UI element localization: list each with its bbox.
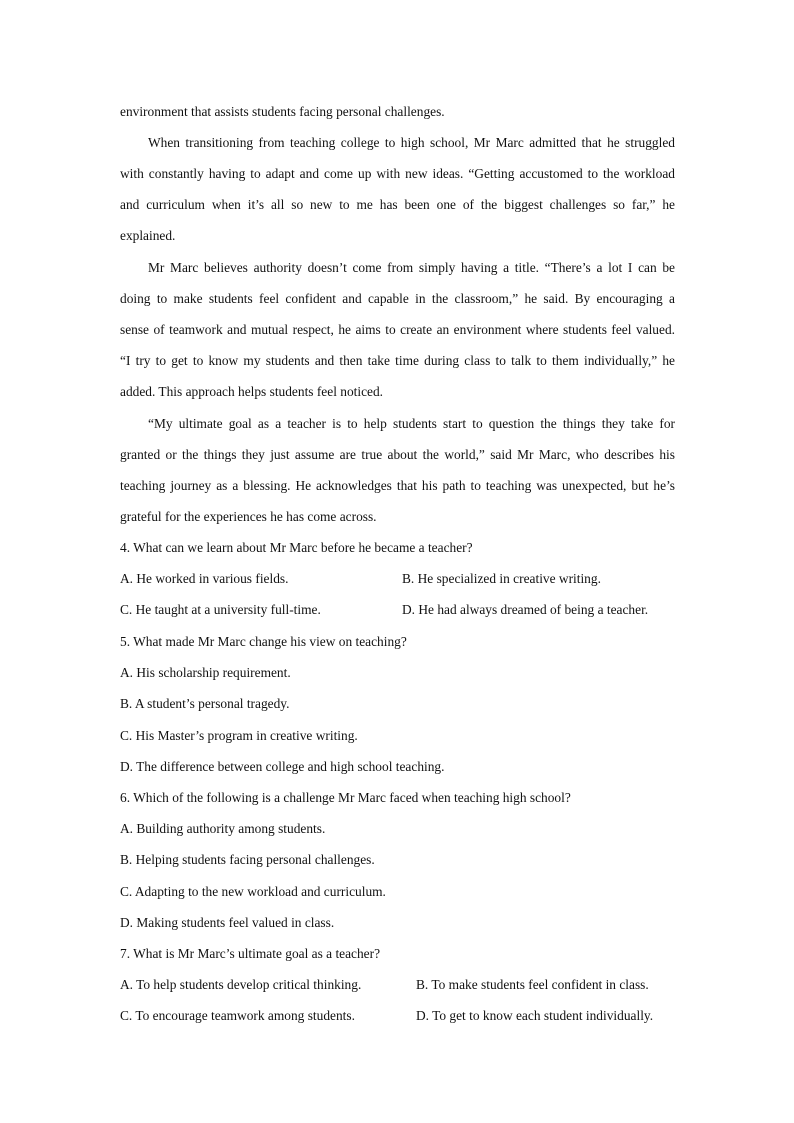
paragraph-line: doing to make students feel confident and capable in the classroom,” he said. By encouraging a bbox=[120, 291, 675, 306]
paragraph-line: Mr Marc believes authority doesn’t come from simply having a title. “There’s a lot I can be bbox=[148, 260, 675, 275]
paragraph-line: granted or the things they just assume are true about the world,” said Mr Marc, who describes his bbox=[120, 447, 675, 462]
paragraph-line: teaching journey as a blessing. He acknowledges that his path to teaching was unexpected, but he’s bbox=[120, 478, 675, 493]
answer-option: A. He worked in various fields. bbox=[120, 571, 289, 586]
answer-option: D. To get to know each student individually. bbox=[416, 1008, 654, 1023]
answer-option: C. Adapting to the new workload and curriculum. bbox=[120, 884, 386, 899]
paragraph-line: sense of teamwork and mutual respect, he aims to create an environment where students feel valued. bbox=[120, 322, 675, 337]
paragraph-line: “My ultimate goal as a teacher is to help students start to question the things they take for bbox=[148, 416, 675, 431]
paragraph-line: “I try to get to know my students and then take time during class to talk to them individually,” he bbox=[120, 353, 675, 368]
question-stem: 7. What is Mr Marc’s ultimate goal as a teacher? bbox=[120, 946, 381, 961]
question-stem: 4. What can we learn about Mr Marc before he became a teacher? bbox=[120, 540, 473, 555]
paragraph-line: explained. bbox=[120, 228, 176, 243]
answer-option: C. He taught at a university full-time. bbox=[120, 602, 321, 617]
answer-option: B. To make students feel confident in class. bbox=[416, 977, 649, 992]
question-stem: 5. What made Mr Marc change his view on teaching? bbox=[120, 634, 407, 649]
answer-option: D. Making students feel valued in class. bbox=[120, 915, 335, 930]
answer-option: B. He specialized in creative writing. bbox=[402, 571, 601, 586]
answer-option: A. His scholarship requirement. bbox=[120, 665, 291, 680]
paragraph-line: added. This approach helps students feel noticed. bbox=[120, 384, 384, 399]
answer-option: B. A student’s personal tragedy. bbox=[120, 696, 290, 711]
paragraph-line: grateful for the experiences he has come across. bbox=[120, 509, 377, 524]
paragraph-line: When transitioning from teaching college to high school, Mr Marc admitted that he struggled bbox=[148, 135, 675, 150]
paragraph-line: and curriculum when it’s all so new to me has been one of the biggest challenges so far,” he bbox=[120, 197, 675, 212]
answer-option: A. To help students develop critical thinking. bbox=[120, 977, 362, 992]
answer-option: C. To encourage teamwork among students. bbox=[120, 1008, 355, 1023]
answer-option: D. He had always dreamed of being a teacher. bbox=[402, 602, 649, 617]
paragraph-line: environment that assists students facing personal challenges. bbox=[120, 104, 445, 119]
paragraph-line: with constantly having to adapt and come up with new ideas. “Getting accustomed to the workload bbox=[120, 166, 675, 181]
answer-option: C. His Master’s program in creative writing. bbox=[120, 728, 358, 743]
answer-option: B. Helping students facing personal challenges. bbox=[120, 852, 375, 867]
answer-option: D. The difference between college and high school teaching. bbox=[120, 759, 445, 774]
answer-option: A. Building authority among students. bbox=[120, 821, 326, 836]
question-stem: 6. Which of the following is a challenge Mr Marc faced when teaching high school? bbox=[120, 790, 571, 805]
